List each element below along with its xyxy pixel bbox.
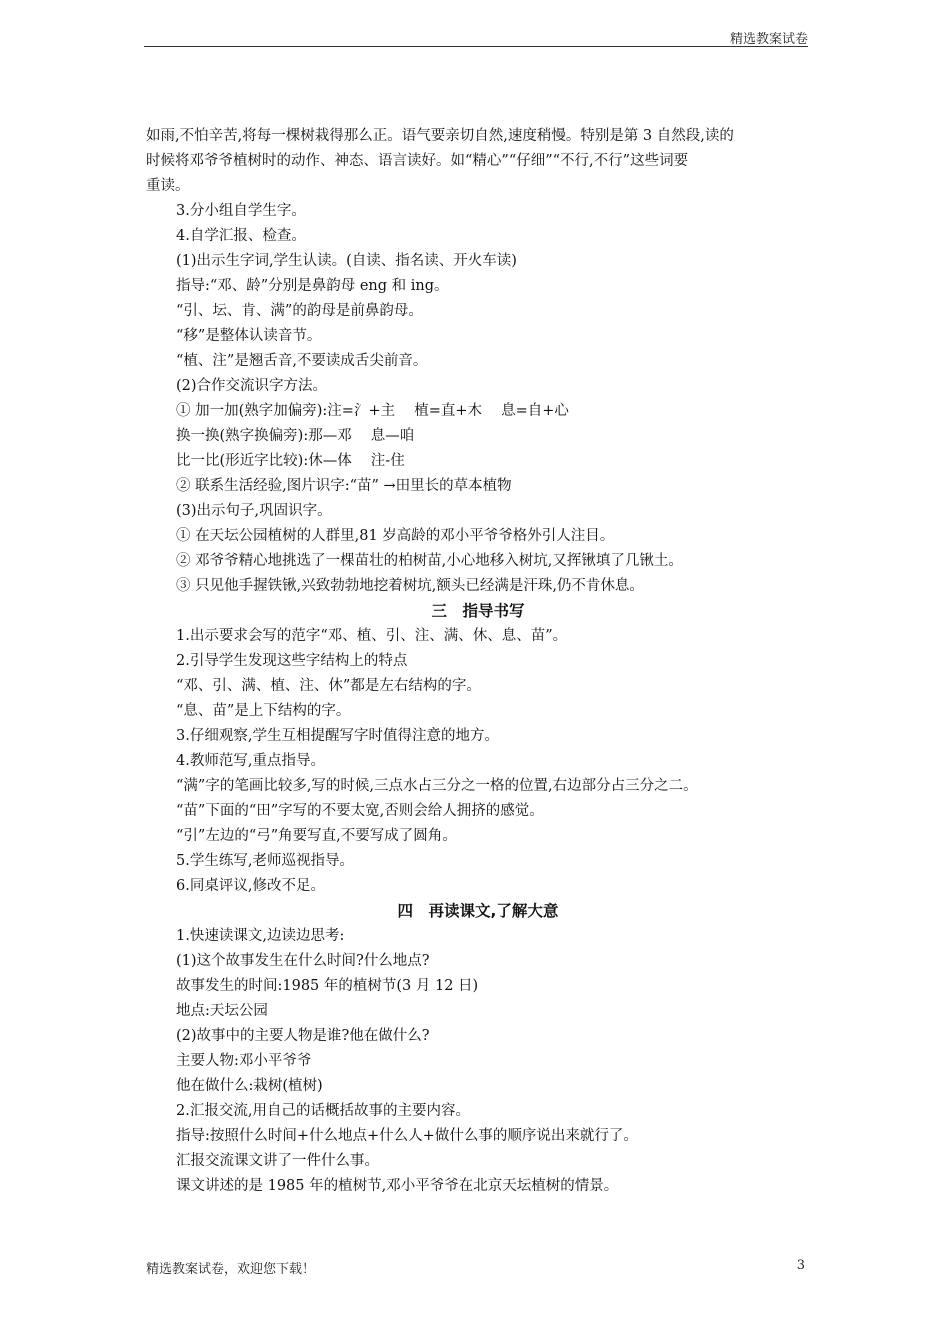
section-heading-reread: 四 再读课文,了解大意 bbox=[397, 902, 559, 920]
text-line: ① 加一加(熟字加偏旁):注=氵+主 植=直+木 息=自+心 bbox=[176, 403, 569, 419]
text-line: ② 邓爷爷精心地挑选了一棵苗壮的柏树苗,小心地移入树坑,又挥锹填了几锹土。 bbox=[176, 553, 683, 569]
text-line: ② 联系生活经验,图片识字:“苗” →田里长的草本植物 bbox=[176, 478, 512, 494]
text-line: “苗”下面的“田”字写的不要太宽,否则会给人拥挤的感觉。 bbox=[176, 803, 544, 819]
section-writing bbox=[146, 624, 810, 899]
text-line: ③ 只见他手握铁锹,兴致勃勃地挖着树坑,额头已经满是汗珠,仍不肯休息。 bbox=[176, 578, 644, 594]
text-line: 换一换(熟字换偏旁):那—邓 息—咱 bbox=[176, 428, 415, 444]
page-number: 3 bbox=[796, 1258, 805, 1273]
text-line: “植、注”是翘舌音,不要读成舌尖前音。 bbox=[176, 353, 428, 369]
text-line: “息、苗”是上下结构的字。 bbox=[176, 703, 351, 719]
text-line: 重读。 bbox=[146, 178, 190, 194]
text-line: 他在做什么:栽树(植树) bbox=[176, 1078, 323, 1094]
paragraph-reading-guidance bbox=[146, 124, 810, 199]
text-line: (3)出示句子,巩固识字。 bbox=[176, 503, 332, 519]
text-line: (2)合作交流识字方法。 bbox=[176, 378, 328, 394]
text-line: “满”字的笔画比较多,写的时候,三点水占三分之一格的位置,右边部分占三分之二。 bbox=[176, 778, 698, 794]
text-line: 故事发生的时间:1985 年的植树节(3 月 12 日) bbox=[176, 978, 479, 994]
text-line: 2.汇报交流,用自己的话概括故事的主要内容。 bbox=[176, 1103, 470, 1119]
text-line: ① 在天坛公园植树的人群里,81 岁高龄的邓小平爷爷格外引人注目。 bbox=[176, 528, 615, 544]
section-literacy bbox=[146, 199, 810, 599]
text-line: 比一比(形近字比较):休—体 注-住 bbox=[176, 453, 405, 469]
text-line: 4.教师范写,重点指导。 bbox=[176, 753, 325, 769]
text-line: 汇报交流课文讲了一件什么事。 bbox=[176, 1153, 379, 1169]
text-line: “移”是整体认读音节。 bbox=[176, 328, 322, 344]
text-line: “引、坛、肯、满”的韵母是前鼻韵母。 bbox=[176, 303, 423, 319]
text-line: 4.自学汇报、检查。 bbox=[176, 228, 306, 244]
text-line: (1)出示生字词,学生认读。(自读、指名读、开火车读) bbox=[176, 253, 517, 269]
text-line: 指导:“邓、龄”分别是鼻韵母 eng 和 ing。 bbox=[176, 278, 449, 294]
text-line: 如雨,不怕辛苦,将每一棵树栽得那么正。语气要亲切自然,速度稍慢。特别是第 3 自然段,读的 bbox=[146, 128, 734, 144]
text-line: 主要人物:邓小平爷爷 bbox=[176, 1053, 312, 1069]
page-footer-text: 精选教案试卷，欢迎您下载！ bbox=[146, 1262, 316, 1277]
section-heading-writing: 三 指导书写 bbox=[431, 602, 525, 620]
text-line: 时候将邓爷爷植树时的动作、神态、语言读好。如“精心”“仔细”“不行,不行”这些词要 bbox=[146, 153, 689, 169]
section-reread bbox=[146, 924, 810, 1199]
page-header-title: 精选教案试卷 bbox=[729, 32, 808, 47]
text-line: 1.出示要求会写的范字“邓、植、引、注、满、休、息、苗”。 bbox=[176, 628, 568, 644]
text-line: (2)故事中的主要人物是谁?他在做什么? bbox=[176, 1028, 430, 1044]
text-line: 1.快速读课文,边读边思考: bbox=[176, 928, 345, 944]
text-line: “引”左边的“弓”角要写直,不要写成了圆角。 bbox=[176, 828, 457, 844]
text-line: “邓、引、满、植、注、休”都是左右结构的字。 bbox=[176, 678, 481, 694]
text-line: 指导:按照什么时间+什么地点+什么人+做什么事的顺序说出来就行了。 bbox=[176, 1128, 638, 1144]
text-line: 3.分小组自学生字。 bbox=[176, 203, 306, 219]
text-line: 3.仔细观察,学生互相提醒写字时值得注意的地方。 bbox=[176, 728, 499, 744]
text-line: 地点:天坛公园 bbox=[176, 1003, 268, 1019]
document-body bbox=[146, 124, 810, 1199]
text-line: 2.引导学生发现这些字结构上的特点 bbox=[176, 653, 408, 669]
text-line: 6.同桌评议,修改不足。 bbox=[176, 878, 325, 894]
text-line: 5.学生练写,老师巡视指导。 bbox=[176, 853, 354, 869]
text-line: 课文讲述的是 1985 年的植树节,邓小平爷爷在北京天坛植树的情景。 bbox=[176, 1178, 619, 1194]
text-line: (1)这个故事发生在什么时间?什么地点? bbox=[176, 953, 430, 969]
header-divider bbox=[144, 46, 808, 47]
